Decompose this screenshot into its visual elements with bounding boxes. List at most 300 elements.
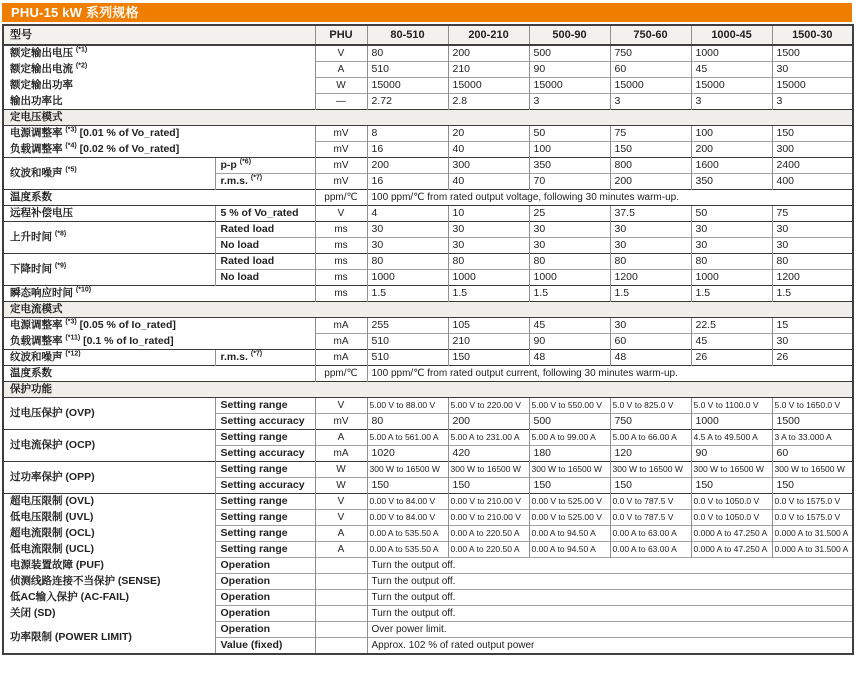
value-cell: 80 bbox=[691, 254, 772, 270]
value-cell: 30 bbox=[448, 222, 529, 238]
value-cell: 300 W to 16500 W bbox=[772, 462, 853, 478]
value-cell: 210 bbox=[448, 62, 529, 78]
value-cell: 60 bbox=[610, 334, 691, 350]
row-label-note: [0.01 % of Vo_rated] bbox=[76, 127, 180, 139]
table-row bbox=[3, 62, 853, 78]
value-span-cell: Approx. 102 % of rated output power bbox=[367, 638, 853, 655]
table-row bbox=[3, 206, 853, 222]
table-row bbox=[3, 190, 853, 206]
value-cell: 0.0 V to 787.5 V bbox=[610, 494, 691, 510]
value-cell: 5.00 V to 220.00 V bbox=[448, 398, 529, 414]
value-cell: 5.00 V to 550.00 V bbox=[529, 398, 610, 414]
unit-cell: V bbox=[315, 45, 367, 62]
value-cell: 5.0 V to 1100.0 V bbox=[691, 398, 772, 414]
value-span-cell: 100 ppm/℃ from rated output voltage, following 30 minutes warm-up. bbox=[367, 190, 853, 206]
table-row bbox=[3, 430, 853, 446]
value-cell: 15000 bbox=[529, 78, 610, 94]
row-sub-label: r.m.s. $^{(*7)}$ bbox=[215, 350, 315, 366]
row-label: 低电压限制 (UVL) bbox=[3, 510, 215, 526]
value-cell: 2.72 bbox=[367, 94, 448, 110]
value-cell: 105 bbox=[448, 318, 529, 334]
row-label: 过电压保护 (OVP) bbox=[3, 398, 215, 430]
value-cell: 300 W to 16500 W bbox=[610, 462, 691, 478]
unit-cell: W bbox=[315, 478, 367, 494]
value-cell: 750 bbox=[610, 414, 691, 430]
row-sub-label: Operation bbox=[215, 606, 315, 622]
row-label-note: [0.05 % of Io_rated] bbox=[76, 319, 176, 331]
row-label: 远程补偿电压 bbox=[3, 206, 215, 222]
row-label: 负载调整率 $^{(*11)}$ [0.1 % of Io_rated] bbox=[3, 334, 315, 350]
footnote-marker: (*9) bbox=[54, 262, 67, 270]
row-label: 低电流限制 (UCL) bbox=[3, 542, 215, 558]
footnote-marker: (*8) bbox=[54, 230, 67, 238]
value-cell: 0.00 A to 535.50 A bbox=[367, 542, 448, 558]
value-cell: 30 bbox=[367, 238, 448, 254]
value-cell: 60 bbox=[772, 446, 853, 462]
value-cell: 300 W to 16500 W bbox=[529, 462, 610, 478]
value-cell: 4.5 A to 49.500 A bbox=[691, 430, 772, 446]
unit-cell: mV bbox=[315, 174, 367, 190]
value-cell: 75 bbox=[772, 206, 853, 222]
value-cell: 1.5 bbox=[529, 286, 610, 302]
value-cell: 80 bbox=[448, 254, 529, 270]
value-cell: 1000 bbox=[448, 270, 529, 286]
value-cell: 0.00 A to 63.00 A bbox=[610, 542, 691, 558]
row-label: 超电流限制 (OCL) bbox=[3, 526, 215, 542]
row-label: 过功率保护 (OPP) bbox=[3, 462, 215, 494]
value-cell: 45 bbox=[691, 62, 772, 78]
unit-cell bbox=[315, 622, 367, 638]
table-row bbox=[3, 286, 853, 302]
table-row bbox=[3, 142, 853, 158]
unit-cell: mV bbox=[315, 158, 367, 174]
value-cell: 37.5 bbox=[610, 206, 691, 222]
value-cell: 500 bbox=[529, 414, 610, 430]
footnote-marker: (*7) bbox=[250, 350, 263, 358]
footnote-marker: (*12) bbox=[65, 350, 81, 358]
value-cell: 40 bbox=[448, 174, 529, 190]
value-cell: 16 bbox=[367, 142, 448, 158]
unit-cell: ms bbox=[315, 222, 367, 238]
section-row bbox=[3, 382, 853, 398]
value-cell: 30 bbox=[529, 238, 610, 254]
row-label: 额定输出电压 $^{(*1)}$ bbox=[3, 45, 315, 62]
value-cell: 1000 bbox=[529, 270, 610, 286]
value-cell: 45 bbox=[691, 334, 772, 350]
table-row bbox=[3, 494, 853, 510]
value-cell: 22.5 bbox=[691, 318, 772, 334]
section-row bbox=[3, 110, 853, 126]
footnote-marker: (*6) bbox=[239, 158, 252, 166]
row-label-note: [0.02 % of Vo_rated] bbox=[76, 143, 180, 155]
unit-cell: V bbox=[315, 398, 367, 414]
table-row bbox=[3, 526, 853, 542]
value-cell: 50 bbox=[529, 126, 610, 142]
value-cell: 80 bbox=[367, 45, 448, 62]
value-cell: 0.00 V to 210.00 V bbox=[448, 510, 529, 526]
value-cell: 2400 bbox=[772, 158, 853, 174]
value-cell: 80 bbox=[772, 254, 853, 270]
value-cell: 750 bbox=[610, 45, 691, 62]
table-row bbox=[3, 510, 853, 526]
unit-cell: V bbox=[315, 494, 367, 510]
unit-cell: V bbox=[315, 206, 367, 222]
value-cell: 0.00 V to 525.00 V bbox=[529, 510, 610, 526]
table-row bbox=[3, 398, 853, 414]
row-sub-label: Setting range bbox=[215, 430, 315, 446]
value-cell: 5.0 V to 1650.0 V bbox=[772, 398, 853, 414]
unit-cell: mA bbox=[315, 446, 367, 462]
value-cell: 1500 bbox=[772, 414, 853, 430]
value-cell: 350 bbox=[691, 174, 772, 190]
value-cell: 75 bbox=[610, 126, 691, 142]
value-cell: 0.0 V to 1050.0 V bbox=[691, 494, 772, 510]
row-sub-label: Rated load bbox=[215, 222, 315, 238]
value-cell: 1.5 bbox=[367, 286, 448, 302]
value-cell: 8 bbox=[367, 126, 448, 142]
value-cell: 30 bbox=[610, 318, 691, 334]
value-cell: 15000 bbox=[772, 78, 853, 94]
table-row bbox=[3, 462, 853, 478]
value-cell: 90 bbox=[529, 334, 610, 350]
value-span-cell: 100 ppm/℃ from rated output current, following 30 minutes warm-up. bbox=[367, 366, 853, 382]
value-span-cell: Turn the output off. bbox=[367, 558, 853, 574]
table-row bbox=[3, 158, 853, 174]
row-sub-label: No load bbox=[215, 270, 315, 286]
value-cell: 60 bbox=[610, 62, 691, 78]
value-cell: 3 bbox=[529, 94, 610, 110]
row-sub-label: Operation bbox=[215, 558, 315, 574]
value-cell: 0.0 V to 787.5 V bbox=[610, 510, 691, 526]
value-cell: 3 bbox=[772, 94, 853, 110]
unit-cell: A bbox=[315, 542, 367, 558]
unit-cell: ms bbox=[315, 270, 367, 286]
value-cell: 0.0 V to 1575.0 V bbox=[772, 494, 853, 510]
row-sub-label: Rated load bbox=[215, 254, 315, 270]
value-cell: 40 bbox=[448, 142, 529, 158]
row-sub-label: Setting range bbox=[215, 462, 315, 478]
row-label: 温度系数 bbox=[3, 366, 315, 382]
section-header-label: 定电压模式 bbox=[3, 110, 853, 126]
column-header-model: 型号 bbox=[3, 25, 315, 45]
value-cell: 420 bbox=[448, 446, 529, 462]
value-cell: 0.000 A to 31.500 A bbox=[772, 526, 853, 542]
table-row bbox=[3, 334, 853, 350]
value-cell: 150 bbox=[691, 478, 772, 494]
footnote-marker: (*11) bbox=[65, 334, 81, 342]
value-cell: 5.0 V to 825.0 V bbox=[610, 398, 691, 414]
row-label: 过电流保护 (OCP) bbox=[3, 430, 215, 462]
value-cell: 1000 bbox=[367, 270, 448, 286]
value-cell: 400 bbox=[772, 174, 853, 190]
table-row bbox=[3, 94, 853, 110]
value-cell: 0.00 A to 94.50 A bbox=[529, 526, 610, 542]
value-cell: 510 bbox=[367, 334, 448, 350]
row-label: 额定输出电流 $^{(*2)}$ bbox=[3, 62, 315, 78]
table-row bbox=[3, 222, 853, 238]
value-cell: 150 bbox=[610, 478, 691, 494]
row-sub-label: Operation bbox=[215, 622, 315, 638]
value-cell: 5.00 A to 231.00 A bbox=[448, 430, 529, 446]
value-cell: 1500 bbox=[772, 45, 853, 62]
value-cell: 0.0 V to 1575.0 V bbox=[772, 510, 853, 526]
unit-cell bbox=[315, 606, 367, 622]
unit-cell: ppm/℃ bbox=[315, 366, 367, 382]
row-label: 温度系数 bbox=[3, 190, 315, 206]
value-cell: 0.000 A to 31.500 A bbox=[772, 542, 853, 558]
table-row bbox=[3, 542, 853, 558]
row-label: 瞬态响应时间 $^{(*10)}$ bbox=[3, 286, 315, 302]
value-cell: 48 bbox=[529, 350, 610, 366]
unit-cell: mV bbox=[315, 142, 367, 158]
row-sub-label: Setting range bbox=[215, 526, 315, 542]
value-cell: 16 bbox=[367, 174, 448, 190]
column-header-model-name: 80-510 bbox=[367, 25, 448, 45]
table-row bbox=[3, 590, 853, 606]
footnote-marker: (*7) bbox=[250, 174, 263, 182]
unit-cell: W bbox=[315, 462, 367, 478]
table-row bbox=[3, 350, 853, 366]
table-row bbox=[3, 45, 853, 62]
value-cell: 150 bbox=[448, 478, 529, 494]
value-cell: 50 bbox=[691, 206, 772, 222]
value-cell: 30 bbox=[610, 222, 691, 238]
value-cell: 30 bbox=[691, 238, 772, 254]
row-sub-label: Setting range bbox=[215, 398, 315, 414]
value-cell: 100 bbox=[691, 126, 772, 142]
value-cell: 1000 bbox=[691, 414, 772, 430]
unit-cell: A bbox=[315, 62, 367, 78]
value-cell: 30 bbox=[772, 222, 853, 238]
footnote-marker: (*3) bbox=[65, 318, 77, 326]
value-cell: 1600 bbox=[691, 158, 772, 174]
value-cell: 0.000 A to 47.250 A bbox=[691, 542, 772, 558]
row-label: 关闭 (SD) bbox=[3, 606, 215, 622]
row-label: 功率限制 (POWER LIMIT) bbox=[3, 622, 215, 655]
footnote-marker: (*5) bbox=[65, 166, 77, 174]
value-cell: 0.00 V to 210.00 V bbox=[448, 494, 529, 510]
row-label: 电源调整率 $^{(*3)}$ [0.05 % of Io_rated] bbox=[3, 318, 315, 334]
unit-cell: mV bbox=[315, 414, 367, 430]
column-header-model-name: 500-90 bbox=[529, 25, 610, 45]
row-label: 额定输出功率 bbox=[3, 78, 315, 94]
value-cell: 150 bbox=[772, 126, 853, 142]
value-cell: 200 bbox=[448, 414, 529, 430]
unit-cell bbox=[315, 590, 367, 606]
value-span-cell: Turn the output off. bbox=[367, 606, 853, 622]
spec-table-head bbox=[3, 25, 853, 45]
row-label: 上升时间 $^{(*8)}$ bbox=[3, 222, 215, 254]
row-sub-label: Setting range bbox=[215, 542, 315, 558]
value-cell: 0.00 A to 220.50 A bbox=[448, 542, 529, 558]
header-row bbox=[3, 25, 853, 45]
value-cell: 80 bbox=[610, 254, 691, 270]
row-label: 纹波和噪声 $^{(*12)}$ bbox=[3, 350, 215, 366]
row-sub-label: Setting accuracy bbox=[215, 446, 315, 462]
spec-table-body bbox=[3, 45, 853, 654]
value-cell: 30 bbox=[529, 222, 610, 238]
value-cell: 15 bbox=[772, 318, 853, 334]
value-cell: 30 bbox=[367, 222, 448, 238]
value-cell: 0.00 A to 63.00 A bbox=[610, 526, 691, 542]
value-cell: 200 bbox=[691, 142, 772, 158]
value-cell: 15000 bbox=[448, 78, 529, 94]
value-cell: 0.00 A to 220.50 A bbox=[448, 526, 529, 542]
value-cell: 0.00 A to 535.50 A bbox=[367, 526, 448, 542]
value-cell: 10 bbox=[448, 206, 529, 222]
value-cell: 48 bbox=[610, 350, 691, 366]
value-cell: 3 bbox=[610, 94, 691, 110]
value-cell: 70 bbox=[529, 174, 610, 190]
unit-cell: V bbox=[315, 510, 367, 526]
value-cell: 5.00 A to 561.00 A bbox=[367, 430, 448, 446]
value-cell: 200 bbox=[367, 158, 448, 174]
value-cell: 1.5 bbox=[610, 286, 691, 302]
value-cell: 150 bbox=[367, 478, 448, 494]
value-cell: 1000 bbox=[691, 270, 772, 286]
spec-table bbox=[2, 24, 854, 655]
unit-cell bbox=[315, 558, 367, 574]
value-cell: 1200 bbox=[610, 270, 691, 286]
value-cell: 3 A to 33.000 A bbox=[772, 430, 853, 446]
footnote-marker: (*4) bbox=[65, 142, 77, 150]
unit-cell: ms bbox=[315, 238, 367, 254]
value-cell: 180 bbox=[529, 446, 610, 462]
row-sub-label: Setting range bbox=[215, 494, 315, 510]
value-span-cell: Over power limit. bbox=[367, 622, 853, 638]
unit-cell: — bbox=[315, 94, 367, 110]
value-cell: 200 bbox=[610, 174, 691, 190]
value-cell: 300 W to 16500 W bbox=[448, 462, 529, 478]
row-label: 输出功率比 bbox=[3, 94, 315, 110]
value-cell: 5.00 A to 99.00 A bbox=[529, 430, 610, 446]
value-cell: 0.00 V to 84.00 V bbox=[367, 494, 448, 510]
unit-cell: A bbox=[315, 526, 367, 542]
row-label: 低AC输入保护 (AC-FAIL) bbox=[3, 590, 215, 606]
value-cell: 80 bbox=[367, 254, 448, 270]
row-label: 下降时间 $^{(*9)}$ bbox=[3, 254, 215, 286]
value-cell: 150 bbox=[610, 142, 691, 158]
table-row bbox=[3, 126, 853, 142]
value-cell: 300 W to 16500 W bbox=[691, 462, 772, 478]
row-label-note: [0.1 % of Io_rated] bbox=[80, 335, 174, 347]
row-label: 侦测线路连接不当保护 (SENSE) bbox=[3, 574, 215, 590]
value-cell: 20 bbox=[448, 126, 529, 142]
value-cell: 1.5 bbox=[772, 286, 853, 302]
row-sub-label: Value (fixed) bbox=[215, 638, 315, 655]
value-cell: 500 bbox=[529, 45, 610, 62]
value-cell: 0.00 V to 84.00 V bbox=[367, 510, 448, 526]
value-cell: 150 bbox=[448, 350, 529, 366]
table-row bbox=[3, 318, 853, 334]
row-sub-label: Operation bbox=[215, 590, 315, 606]
row-sub-label: Setting accuracy bbox=[215, 414, 315, 430]
value-cell: 300 W to 16500 W bbox=[367, 462, 448, 478]
row-sub-label: p-p $^{(*6)}$ bbox=[215, 158, 315, 174]
value-cell: 255 bbox=[367, 318, 448, 334]
value-cell: 0.00 A to 94.50 A bbox=[529, 542, 610, 558]
row-sub-label: 5 % of Vo_rated bbox=[215, 206, 315, 222]
row-label: 纹波和噪声 $^{(*5)}$ bbox=[3, 158, 215, 190]
footnote-marker: (*10) bbox=[75, 286, 92, 294]
row-label: 电源装置故障 (PUF) bbox=[3, 558, 215, 574]
row-label: 电源调整率 $^{(*3)}$ [0.01 % of Vo_rated] bbox=[3, 126, 315, 142]
footnote-marker: (*1) bbox=[75, 46, 88, 54]
value-cell: 150 bbox=[529, 478, 610, 494]
value-cell: 300 bbox=[448, 158, 529, 174]
table-row bbox=[3, 366, 853, 382]
unit-cell: ms bbox=[315, 286, 367, 302]
value-cell: 30 bbox=[610, 238, 691, 254]
value-cell: 30 bbox=[448, 238, 529, 254]
row-sub-label: Setting accuracy bbox=[215, 478, 315, 494]
value-cell: 15000 bbox=[691, 78, 772, 94]
section-row bbox=[3, 302, 853, 318]
unit-cell: mA bbox=[315, 318, 367, 334]
unit-cell: W bbox=[315, 78, 367, 94]
value-cell: 3 bbox=[691, 94, 772, 110]
value-cell: 26 bbox=[691, 350, 772, 366]
unit-cell: ms bbox=[315, 254, 367, 270]
value-cell: 15000 bbox=[610, 78, 691, 94]
table-row bbox=[3, 606, 853, 622]
table-title bbox=[2, 3, 852, 22]
value-cell: 200 bbox=[448, 45, 529, 62]
value-cell: 100 bbox=[529, 142, 610, 158]
value-cell: 25 bbox=[529, 206, 610, 222]
table-row bbox=[3, 78, 853, 94]
value-cell: 510 bbox=[367, 350, 448, 366]
value-cell: 1.5 bbox=[691, 286, 772, 302]
value-cell: 300 bbox=[772, 142, 853, 158]
value-cell: 120 bbox=[610, 446, 691, 462]
footnote-marker: (*3) bbox=[65, 126, 77, 134]
column-header-model-name: 750-60 bbox=[610, 25, 691, 45]
value-cell: 45 bbox=[529, 318, 610, 334]
row-sub-label: Operation bbox=[215, 574, 315, 590]
value-cell: 210 bbox=[448, 334, 529, 350]
value-cell: 0.00 V to 525.00 V bbox=[529, 494, 610, 510]
column-header-model-name: 200-210 bbox=[448, 25, 529, 45]
value-cell: 1.5 bbox=[448, 286, 529, 302]
value-cell: 80 bbox=[367, 414, 448, 430]
unit-cell bbox=[315, 574, 367, 590]
unit-cell: A bbox=[315, 430, 367, 446]
value-cell: 4 bbox=[367, 206, 448, 222]
value-cell: 5.00 A to 66.00 A bbox=[610, 430, 691, 446]
column-header-model-name: 1000-45 bbox=[691, 25, 772, 45]
value-cell: 350 bbox=[529, 158, 610, 174]
row-sub-label: Setting range bbox=[215, 510, 315, 526]
table-row bbox=[3, 574, 853, 590]
value-span-cell: Turn the output off. bbox=[367, 574, 853, 590]
value-cell: 30 bbox=[691, 222, 772, 238]
value-cell: 15000 bbox=[367, 78, 448, 94]
row-sub-label: r.m.s. $^{(*7)}$ bbox=[215, 174, 315, 190]
column-header-model-name: 1500-30 bbox=[772, 25, 853, 45]
value-cell: 510 bbox=[367, 62, 448, 78]
table-title-text: PHU-15 kW 系列规格 bbox=[11, 5, 139, 20]
row-label: 负载调整率 $^{(*4)}$ [0.02 % of Vo_rated] bbox=[3, 142, 315, 158]
value-cell: 0.000 A to 47.250 A bbox=[691, 526, 772, 542]
value-cell: 1200 bbox=[772, 270, 853, 286]
value-cell: 800 bbox=[610, 158, 691, 174]
value-cell: 150 bbox=[772, 478, 853, 494]
value-cell: 30 bbox=[772, 238, 853, 254]
unit-cell bbox=[315, 638, 367, 655]
value-span-cell: Turn the output off. bbox=[367, 590, 853, 606]
footnote-marker: (*2) bbox=[75, 62, 88, 70]
